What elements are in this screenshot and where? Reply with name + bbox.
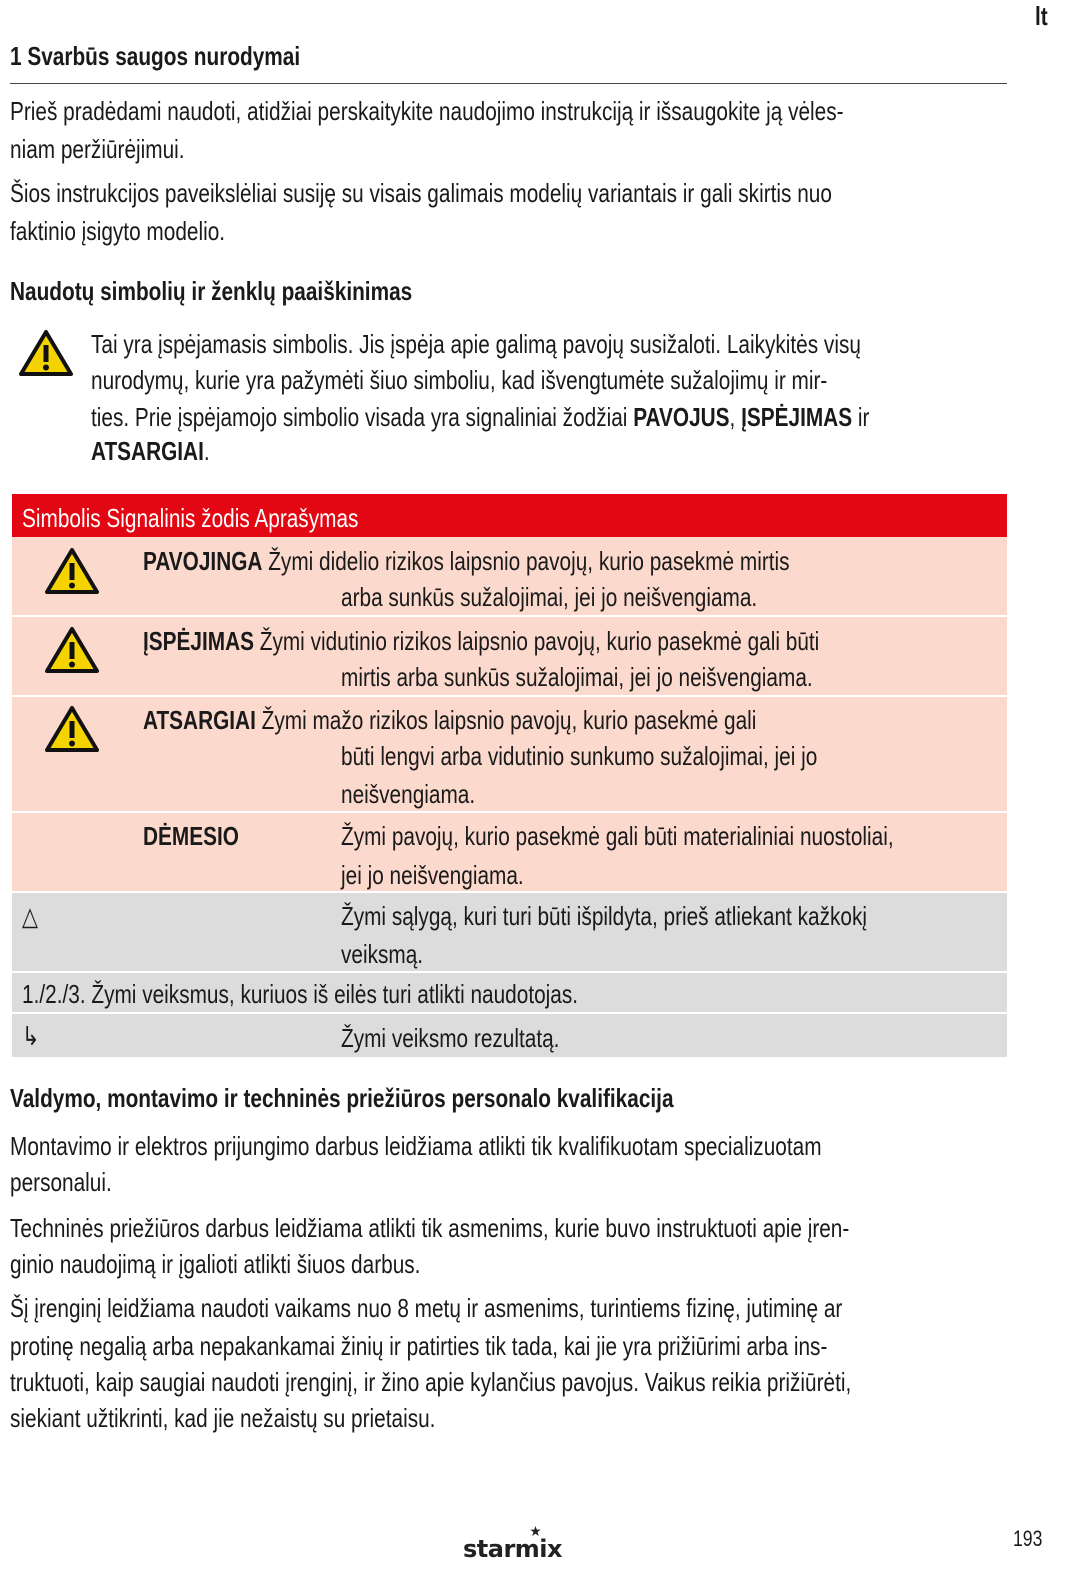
title-divider	[10, 83, 1007, 84]
warning-icon	[45, 626, 99, 674]
body-line: ginio naudojimą ir įgalioti atlikti šiuos darbus.	[10, 1249, 421, 1279]
row-text: ATSARGIAI Žymi mažo rizikos laipsnio pavojų, kurio pasekmė gali	[143, 705, 757, 735]
intro-line: Šios instrukcijos paveikslėliai susiję su visais galimais modelių variantais ir gali skirtis nuo	[10, 178, 832, 208]
body-line: Šį įrenginį leidžiama naudoti vaikams nuo 8 metų ir asmenims, turintiems fizinę, jutiminę ar	[10, 1293, 843, 1323]
section-title: 1 Svarbūs saugos nurodymai	[10, 41, 301, 71]
row-text: mirtis arba sunkūs sužalojimai, jei jo neišvengiama.	[341, 662, 813, 692]
row-text: būti lengvi arba vidutinio sunkumo sužalojimai, jei jo	[341, 741, 818, 771]
page-number: 193	[1013, 1526, 1043, 1551]
row-text: Žymi pavojų, kurio pasekmė gali būti materialiniai nuostoliai,	[341, 821, 894, 851]
body-line: siekiant užtikrinti, kad jie nežaistų su prietaisu.	[10, 1403, 436, 1433]
warning-icon	[45, 705, 99, 753]
body-line: personalui.	[10, 1167, 112, 1197]
body-line: Techninės priežiūros darbus leidžiama atlikti tik asmenims, kurie buvo instruktuoti apie įren-	[10, 1213, 850, 1243]
warning-text: ties. Prie įspėjamojo simbolio visada yra signaliniai žodžiai PAVOJUS, ĮSPĖJIMAS ir	[91, 402, 870, 432]
row-text: Žymi sąlygą, kuri turi būti išpildyta, prieš atliekant kažkokį	[341, 901, 867, 931]
row-signal-word: DĖMESIO	[143, 821, 239, 851]
table-header-label: Simbolis Signalinis žodis Aprašymas	[22, 503, 359, 533]
intro-line: Prieš pradėdami naudoti, atidžiai perskaitykite naudojimo instrukciją ir išsaugokite ją vėles-	[10, 96, 844, 126]
warning-icon	[45, 547, 99, 595]
row-text: Žymi veiksmo rezultatą.	[341, 1023, 560, 1053]
warning-icon	[19, 329, 73, 377]
row-text: 1./2./3. Žymi veiksmus, kuriuos iš eilės turi atlikti naudotojas.	[22, 979, 579, 1009]
body-line: Montavimo ir elektros prijungimo darbus leidžiama atlikti tik kvalifikuotam specializuotam	[10, 1131, 822, 1161]
body-line: protinę negalią arba nepakankamai žinių ir patirties tik tada, kai jie yra prižiūrimi arba ins-	[10, 1331, 828, 1361]
symbols-heading: Naudotų simbolių ir ženklų paaiškinimas	[10, 276, 413, 306]
condition-triangle-icon: △	[22, 901, 38, 931]
row-text: ĮSPĖJIMAS Žymi vidutinio rizikos laipsnio pavojų, kurio pasekmė gali būti	[143, 626, 820, 656]
body-line: truktuoti, kaip saugiai naudoti įrenginį, ir žino apie kylančius pavojus. Vaikus reikia prižiūrėti,	[10, 1367, 852, 1397]
language-code: lt	[1035, 1, 1048, 31]
qualification-heading: Valdymo, montavimo ir techninės priežiūros personalo kvalifikacija	[10, 1083, 674, 1113]
row-text: neišvengiama.	[341, 779, 476, 809]
row-text: jei jo neišvengiama.	[341, 860, 524, 890]
intro-line: niam peržiūrėjimui.	[10, 134, 185, 164]
starmix-logo: starmix	[463, 1535, 563, 1563]
row-text: veiksmą.	[341, 939, 424, 969]
intro-line: faktinio įsigyto modelio.	[10, 216, 226, 246]
warning-text: Tai yra įspėjamasis simbolis. Jis įspėja apie galimą pavojų susižaloti. Laikykitės visų	[91, 329, 861, 359]
result-arrow-icon: ↳	[22, 1021, 40, 1051]
row-text: arba sunkūs sužalojimai, jei jo neišvengiama.	[341, 582, 758, 612]
warning-text: ATSARGIAI.	[91, 436, 210, 466]
warning-text: nurodymų, kurie yra pažymėti šiuo simboliu, kad išvengtumėte sužalojimų ir mir-	[91, 365, 828, 395]
row-text: PAVOJINGA Žymi didelio rizikos laipsnio pavojų, kurio pasekmė mirtis	[143, 546, 790, 576]
